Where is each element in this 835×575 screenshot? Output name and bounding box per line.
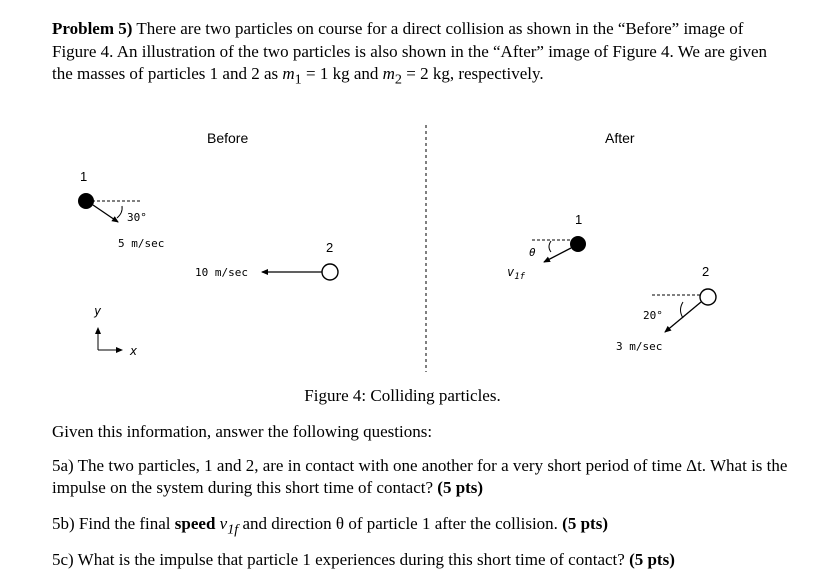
problem-text: There are two particles on course for a direct collision as shown in the “Before” image of Figure 4. An illustration of the two particles is also shown in the “After” image of Figure 4. We are given the masses of particles 1 and 2 as (52, 19, 767, 83)
after-p2-angle: 20° (643, 309, 663, 322)
axis-y-label: y (94, 304, 102, 318)
before-title: Before (207, 130, 249, 146)
before-particle-2 (322, 264, 338, 280)
questions-intro: Given this information, answer the following questions: (52, 422, 433, 441)
before-p2-label: 2 (326, 240, 334, 255)
q5b-symbol: v (219, 514, 228, 533)
question-5b (52, 513, 812, 540)
axis-x-label: x (130, 344, 138, 358)
after-title: After (605, 130, 635, 146)
question-5a (52, 455, 812, 499)
after-p1-speed-symbol: v (507, 265, 515, 279)
m1-value: = 1 kg and (301, 64, 383, 83)
m1-sub: 1 (294, 71, 302, 88)
q5b-bold-speed: speed (174, 514, 216, 533)
after-p1-velocity-arrow (544, 248, 571, 262)
after-p1-angle-arc (549, 241, 551, 252)
after-p1-angle: θ (529, 246, 536, 259)
before-p1-label: 1 (80, 169, 88, 184)
after-p2-angle-arc (681, 302, 684, 318)
m1-symbol: m (282, 64, 295, 83)
after-p1-speed-sub: 1f (514, 272, 526, 282)
after-particle-1 (570, 236, 586, 252)
q5b-label: 5b) (52, 514, 75, 533)
q5c-points: (5 pts) (629, 550, 675, 569)
after-p2-label: 2 (702, 264, 710, 279)
q5c-label: 5c) (52, 550, 74, 569)
q5b-text-2: and direction θ of particle 1 after the collision. (238, 514, 563, 533)
m2-symbol: m (382, 64, 395, 83)
figure-caption: Figure 4: Colliding particles. (304, 386, 501, 405)
q5b-points: (5 pts) (562, 514, 608, 533)
after-p2-velocity-arrow (665, 302, 701, 332)
q5a-points: (5 pts) (437, 478, 484, 497)
after-p1-speed (507, 265, 526, 282)
problem-text-end: respectively. (454, 64, 544, 83)
q5a-text: The two particles, 1 and 2, are in contact with one another for a very short period of time Δt. What is the impulse on the system during this short time of contact? (52, 456, 788, 497)
q5c-text: What is the impulse that particle 1 experiences during this short time of contact? (73, 550, 630, 569)
before-p1-angle: 30° (127, 211, 147, 224)
before-particle-1 (78, 193, 94, 209)
question-5c (52, 549, 812, 571)
before-p1-angle-arc (117, 206, 122, 218)
after-p2-speed: 3 m/sec (616, 340, 663, 353)
problem-heading: Problem 5) (52, 19, 133, 38)
m2-value: = 2 kg, (402, 64, 455, 83)
q5a-label: 5a) (52, 456, 74, 475)
q5b-sub: 1f (227, 521, 239, 538)
q5b-text: Find the final (74, 514, 175, 533)
after-particle-2 (700, 289, 716, 305)
after-p1-label: 1 (575, 212, 583, 227)
before-p1-velocity-arrow (93, 205, 118, 222)
before-p1-speed: 5 m/sec (118, 237, 165, 250)
before-p2-speed: 10 m/sec (195, 266, 248, 279)
m2-sub: 2 (394, 71, 402, 88)
